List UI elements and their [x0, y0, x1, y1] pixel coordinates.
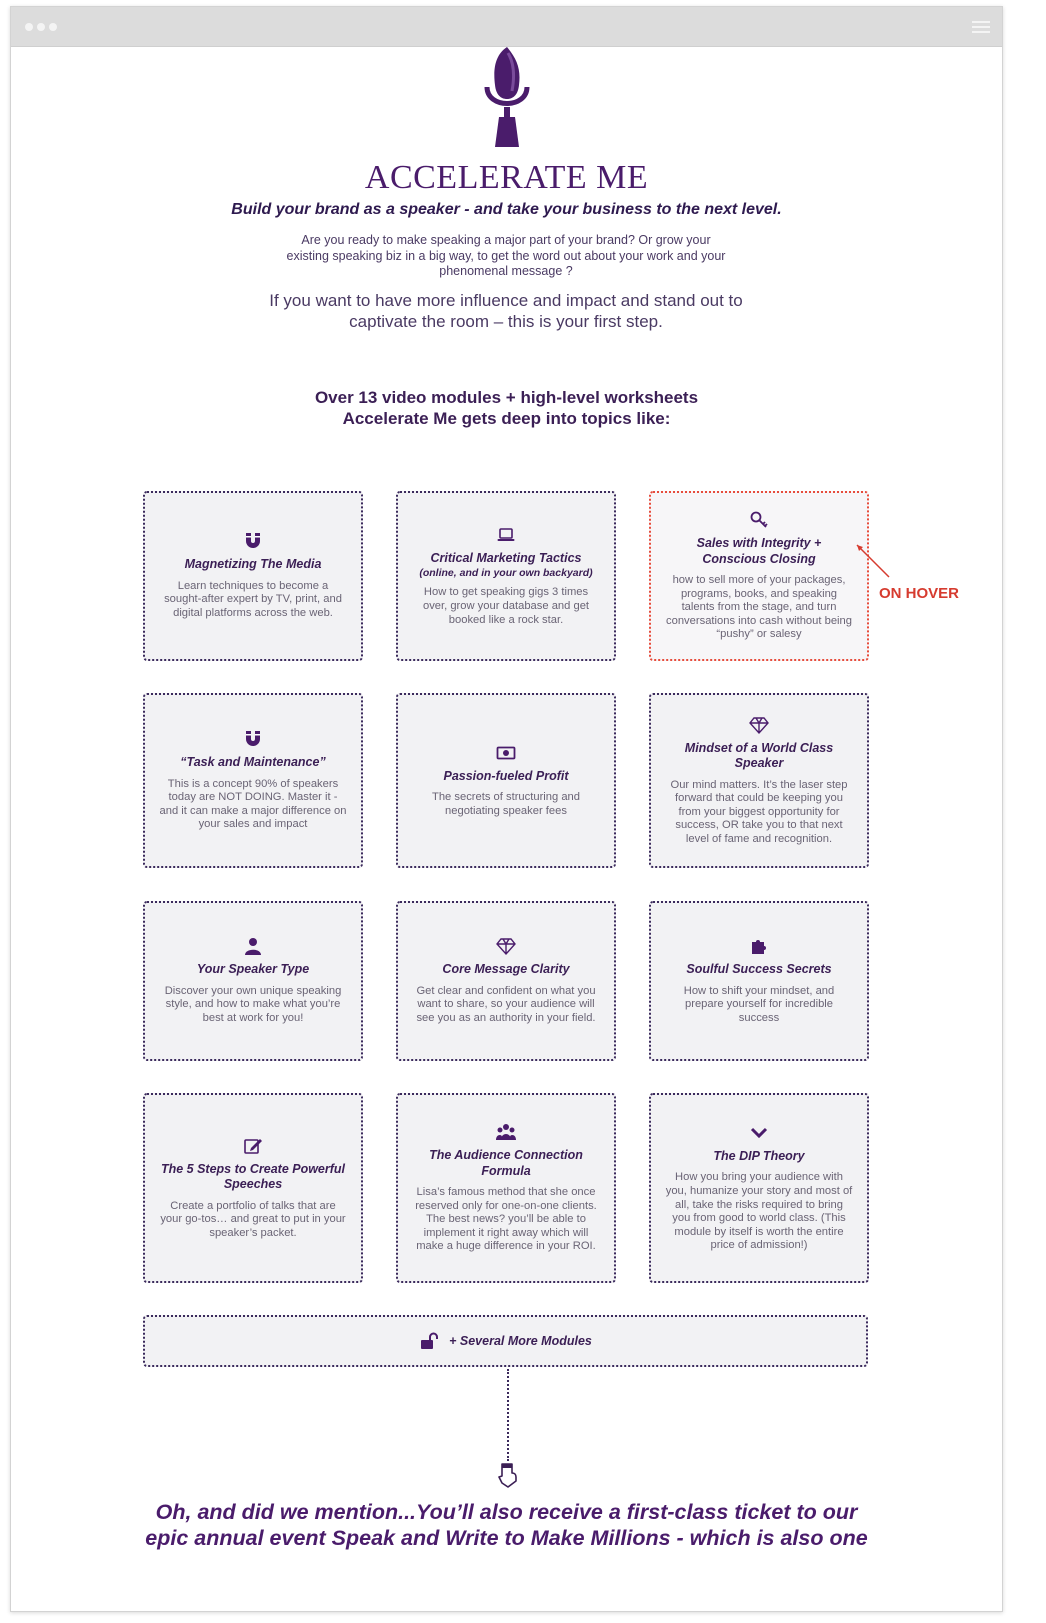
closing-message-line2: epic annual event Speak and Write to Make Millions - which is also one: [145, 1526, 868, 1550]
module-title: Sales with Integrity + Conscious Closing: [696, 536, 822, 566]
edit-icon: [243, 1136, 263, 1156]
diamond-icon: [749, 715, 769, 735]
module-card[interactable]: [649, 693, 869, 868]
page-title: ACCELERATE ME: [364, 159, 649, 196]
hover-annotation-label: ON HOVER: [879, 585, 960, 602]
intro-lead: If you want to have more influence and impact and stand out to captivate the room – this is your first step.: [269, 291, 743, 331]
module-description: How to shift your mindset, and prepare yourself for incredible success: [683, 984, 835, 1025]
hand-pointer-down-icon: [494, 1461, 520, 1489]
module-card[interactable]: [143, 693, 363, 868]
section-heading-line2: Accelerate Me gets deep into topics like:: [342, 409, 671, 428]
hamburger-menu-icon[interactable]: [972, 21, 990, 36]
module-description: This is a concept 90% of speakers today are NOT DOING. Master it - and it can make a major difference on your sales and impact: [159, 777, 347, 831]
module-description: Lisa’s famous method that she once reserved only for one-on-one clients. The best news? you’ll be able to implement it right away which will make a huge difference in your ROI.: [415, 1186, 597, 1253]
module-card[interactable]: [396, 491, 616, 661]
more-modules-label: + Several More Modules: [449, 1334, 592, 1348]
window-dot: [37, 23, 45, 31]
chevron-down-icon: [749, 1123, 769, 1143]
module-card[interactable]: [649, 901, 869, 1061]
module-title: Mindset of a World Class Speaker: [684, 740, 834, 771]
module-description: Create a portfolio of talks that are your go-tos… and great to put in your speaker’s packet.: [160, 1199, 346, 1239]
dotted-connector: [507, 1369, 509, 1461]
module-description: how to sell more of your packages, programs, books, and speaking talents from the stage, and turn conversations into cash without being “pushy” or salesy: [666, 574, 852, 641]
module-title: Critical Marketing Tactics: [430, 550, 582, 565]
window-dot: [25, 23, 33, 31]
module-card[interactable]: [396, 693, 616, 868]
page-tagline: Build your brand as a speaker - and take your business to the next level.: [231, 201, 782, 218]
module-title: Passion-fueled Profit: [443, 768, 569, 783]
user-icon: [243, 936, 263, 956]
module-subtitle: (online, and in your own backyard): [419, 567, 593, 580]
module-card-hovered[interactable]: [649, 491, 869, 661]
diamond-icon: [496, 936, 516, 956]
unlock-icon: [419, 1331, 439, 1351]
section-heading-line1: Over 13 video modules + high-level worksheets: [314, 388, 699, 407]
laptop-icon: [496, 525, 516, 545]
module-card[interactable]: [143, 1093, 363, 1283]
users-icon: [496, 1122, 516, 1142]
window-controls: [25, 23, 57, 31]
module-description: Discover your own unique speaking style, and how to make what you’re best at work for you!: [164, 984, 342, 1025]
module-description: Learn techniques to become a sought-after expert by TV, print, and digital platforms across the web.: [164, 579, 342, 620]
closing-message: [11, 1499, 1002, 1551]
module-title: The 5 Steps to Create Powerful Speeches: [160, 1161, 346, 1192]
section-heading: [11, 387, 1002, 429]
module-description: The secrets of structuring and negotiating speaker fees: [432, 791, 580, 817]
module-title: The Audience Connection Formula: [429, 1148, 583, 1178]
module-card[interactable]: [143, 901, 363, 1061]
module-card[interactable]: [143, 491, 363, 661]
magnet-icon: [243, 531, 263, 551]
module-title: “Task and Maintenance”: [180, 755, 326, 770]
window-dot: [49, 23, 57, 31]
money-icon: [496, 743, 516, 763]
browser-window: [10, 6, 1003, 1612]
module-description: How you bring your audience with you, humanize your story and most of all, take the risks required to bring you from good to world class. (This module by itself is worth the entire price of admission!): [665, 1171, 853, 1252]
module-title: Magnetizing The Media: [184, 557, 322, 572]
module-description: How to get speaking gigs 3 times over, grow your database and get booked like a rock star.: [422, 586, 590, 626]
intro-paragraph: Are you ready to make speaking a major part of your brand? Or grow your existing speaking biz in a big way, to get the word out about your work and your phenomenal message ?: [286, 233, 726, 278]
module-title: Your Speaker Type: [196, 962, 310, 977]
magnet-icon: [243, 729, 263, 749]
module-title: Soulful Success Secrets: [686, 962, 832, 977]
more-modules-bar[interactable]: [143, 1315, 868, 1367]
module-description: Our mind matters. It’s the laser step forward that could be keeping you from your biggest opportunity for success, OR take you to that next level of fame and recognition.: [670, 778, 848, 845]
module-title: The DIP Theory: [713, 1148, 805, 1163]
module-title: Core Message Clarity: [442, 962, 570, 977]
closing-message-line1: Oh, and did we mention...You’ll also receive a first-class ticket to our: [155, 1500, 858, 1524]
hover-annotation-arrow: [853, 543, 893, 583]
microphone-logo-icon: [481, 47, 533, 152]
module-card[interactable]: [396, 1093, 616, 1283]
browser-toolbar: [11, 7, 1002, 47]
puzzle-icon: [749, 936, 769, 956]
module-card[interactable]: [649, 1093, 869, 1283]
module-description: Get clear and confident on what you want to share, so your audience will see you as an authority in your field.: [416, 984, 596, 1025]
module-card[interactable]: [396, 901, 616, 1061]
key-icon: [749, 510, 769, 530]
page-content: [11, 47, 1002, 1613]
